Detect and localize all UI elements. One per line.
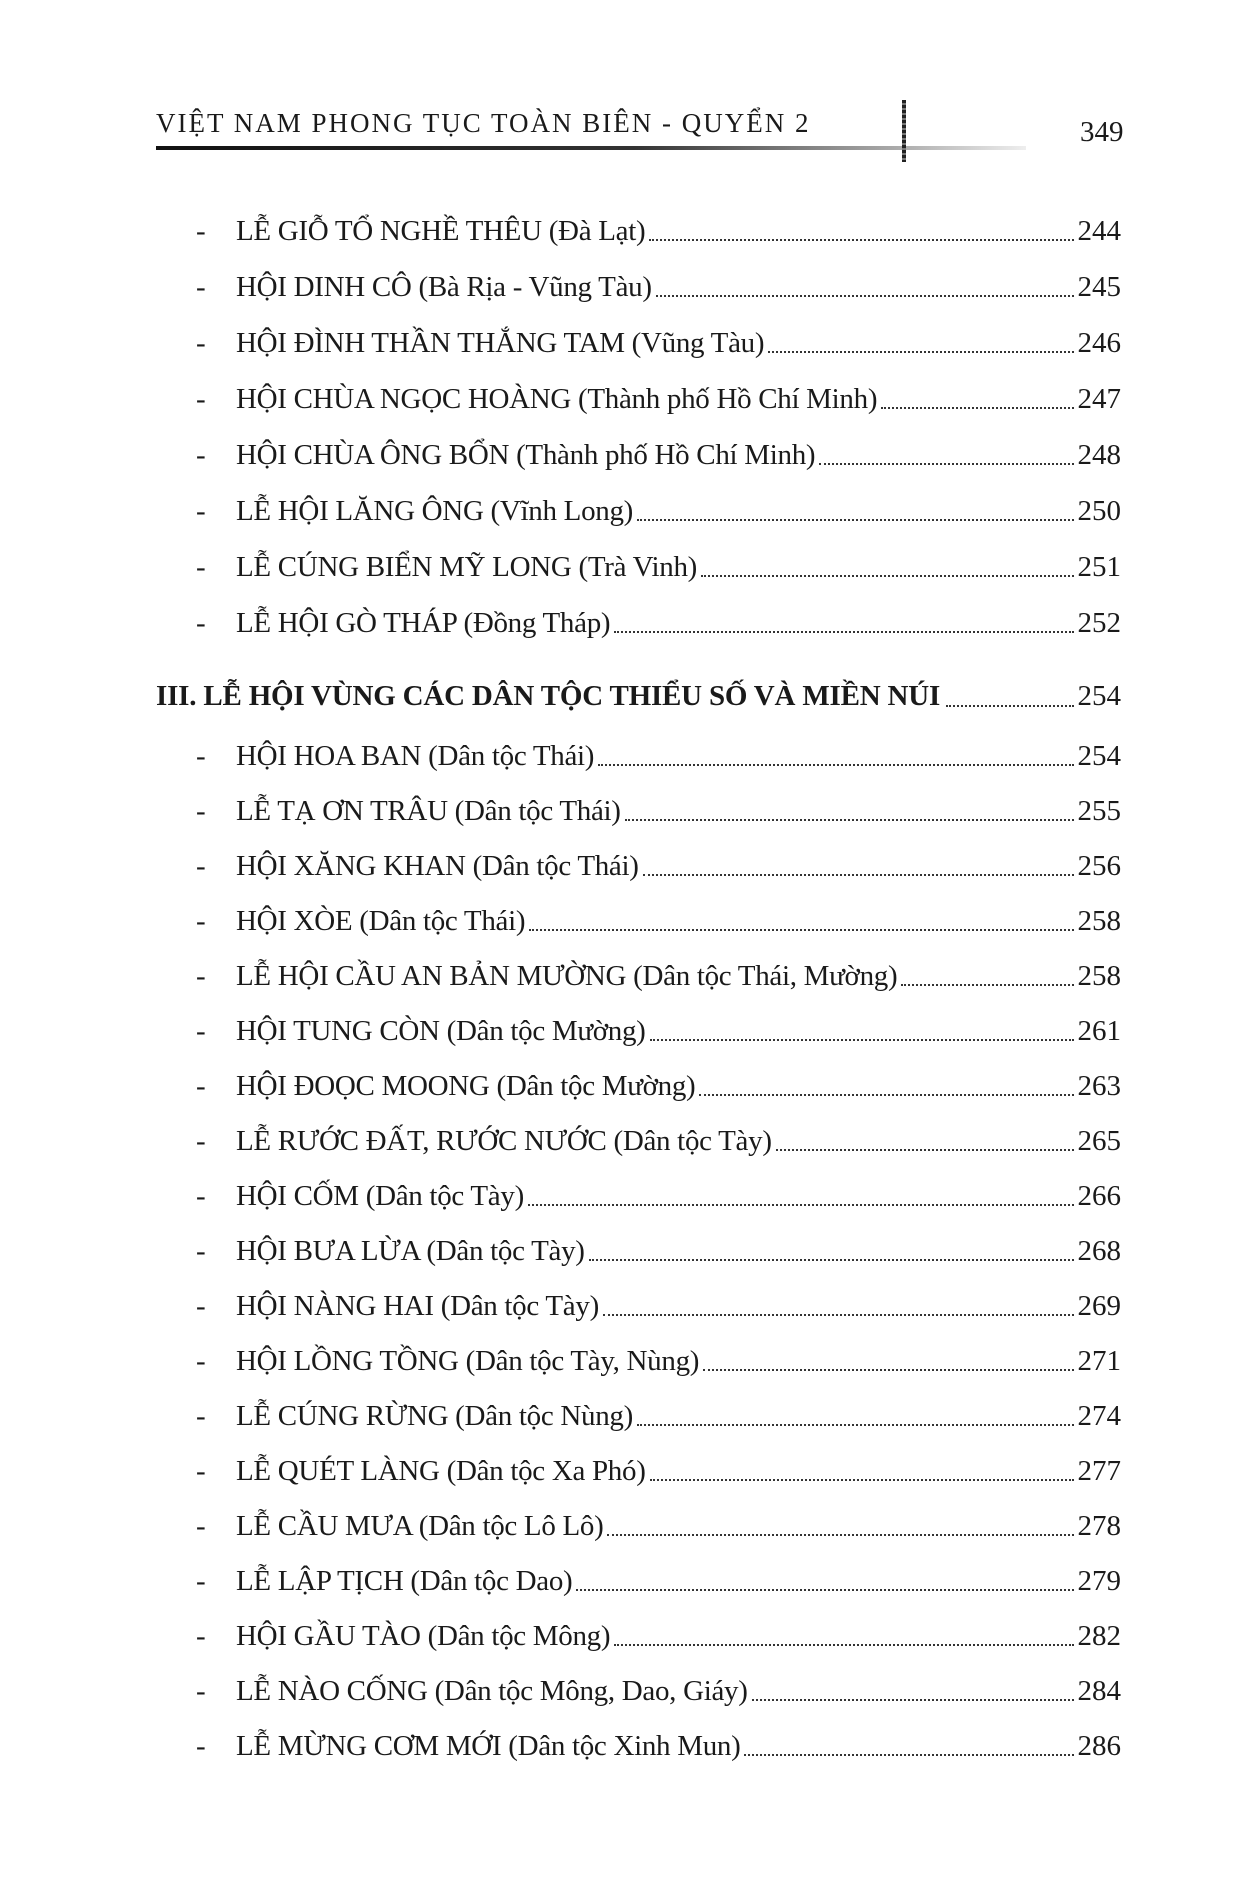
entry-title: HỘI XĂNG KHAN (Dân tộc Thái) [236,850,639,882]
toc-entry [196,1506,1121,1546]
entry-page: 271 [1077,1345,1121,1377]
entry-title: HỘI NÀNG HAI (Dân tộc Tày) [236,1290,599,1322]
entry-title: LỄ RƯỚC ĐẤT, RƯỚC NƯỚC (Dân tộc Tày) [236,1125,772,1157]
dot-leader [752,1699,1074,1701]
entry-page: 268 [1077,1235,1121,1267]
toc-entry [196,323,1121,363]
toc-entry [196,491,1121,531]
entry-dash: - [196,271,206,303]
page-number: 349 [1080,116,1124,148]
entry-page: 266 [1077,1180,1121,1212]
entry-title: LỄ NÀO CỐNG (Dân tộc Mông, Dao, Giáy) [236,1675,748,1707]
entry-title: LỄ HỘI CẦU AN BẢN MƯỜNG (Dân tộc Thái, Mường) [236,960,898,992]
entry-page: 278 [1077,1510,1121,1542]
entry-dash: - [196,1070,206,1102]
entry-title: HỘI CHÙA ÔNG BỔN (Thành phố Hồ Chí Minh) [236,439,816,471]
entry-title: HỘI CHÙA NGỌC HOÀNG (Thành phố Hồ Chí Minh) [236,383,878,415]
toc-entry [196,379,1121,419]
entry-dash: - [196,215,206,247]
dot-leader [637,519,1073,521]
entry-dash: - [196,1730,206,1762]
entry-dash: - [196,383,206,415]
entry-page: 246 [1077,327,1121,359]
entry-page: 255 [1077,795,1121,827]
entry-title: LỄ HỘI LĂNG ÔNG (Vĩnh Long) [236,495,634,527]
dot-leader [703,1369,1073,1371]
toc-entry [196,603,1121,643]
entry-page: 250 [1077,495,1121,527]
toc-section-heading [156,674,1121,718]
toc-entry [196,1231,1121,1271]
entry-page: 282 [1077,1620,1121,1652]
entry-title: HỘI HOA BAN (Dân tộc Thái) [236,740,595,772]
entry-dash: - [196,1180,206,1212]
entry-page: 258 [1077,905,1121,937]
entry-page: 263 [1077,1070,1121,1102]
toc-entry [196,1011,1121,1051]
dot-leader [589,1259,1074,1261]
dot-leader [598,764,1073,766]
dot-leader [699,1094,1073,1096]
entry-title: HỘI ĐÌNH THẦN THẮNG TAM (Vũng Tàu) [236,327,765,359]
entry-page: 258 [1077,960,1121,992]
toc-entry [196,956,1121,996]
entry-dash: - [196,795,206,827]
dot-leader [819,463,1073,465]
toc-entry [196,1726,1121,1766]
dot-leader [656,295,1074,297]
entry-title: HỘI ĐOỌC MOONG (Dân tộc Mường) [236,1070,696,1102]
entry-dash: - [196,495,206,527]
toc-entry [196,1121,1121,1161]
toc-entry [196,1176,1121,1216]
entry-dash: - [196,1015,206,1047]
toc-entry [196,435,1121,475]
entry-dash: - [196,1675,206,1707]
dot-leader [576,1589,1073,1591]
entry-title: HỘI TUNG CÒN (Dân tộc Mường) [236,1015,646,1047]
entry-dash: - [196,551,206,583]
section-page: 254 [1077,680,1121,712]
entry-page: 244 [1077,215,1121,247]
entry-dash: - [196,439,206,471]
dot-leader [643,874,1074,876]
entry-dash: - [196,1400,206,1432]
entry-page: 269 [1077,1290,1121,1322]
entry-page: 265 [1077,1125,1121,1157]
entry-title: LỄ CẦU MƯA (Dân tộc Lô Lô) [236,1510,604,1542]
entry-title: HỘI XÒE (Dân tộc Thái) [236,905,526,937]
toc-entry [196,791,1121,831]
toc-entry [196,1561,1121,1601]
dot-leader [650,1039,1074,1041]
dot-leader [701,575,1073,577]
entry-dash: - [196,1620,206,1652]
dot-leader [528,1204,1074,1206]
dot-leader [901,984,1073,986]
entry-page: 245 [1077,271,1121,303]
entry-page: 277 [1077,1455,1121,1487]
entry-page: 248 [1077,439,1121,471]
entry-title: HỘI CỐM (Dân tộc Tày) [236,1180,524,1212]
entry-dash: - [196,1125,206,1157]
entry-page: 247 [1077,383,1121,415]
toc-entry [196,1341,1121,1381]
entry-title: LỄ GIỖ TỔ NGHỀ THÊU (Đà Lạt) [236,215,646,247]
toc-entry [196,1286,1121,1326]
entry-title: LỄ TẠ ƠN TRÂU (Dân tộc Thái) [236,795,621,827]
dot-leader [881,407,1073,409]
entry-title: LỄ MỪNG CƠM MỚI (Dân tộc Xinh Mun) [236,1730,741,1762]
entry-dash: - [196,850,206,882]
entry-title: HỘI LỒNG TỒNG (Dân tộc Tày, Nùng) [236,1345,700,1377]
entry-dash: - [196,1345,206,1377]
entry-dash: - [196,327,206,359]
toc-entry [196,1451,1121,1491]
entry-page: 252 [1077,607,1121,639]
dot-leader [776,1149,1074,1151]
entry-title: LỄ CÚNG BIỂN MỸ LONG (Trà Vinh) [236,551,698,583]
entry-dash: - [196,1235,206,1267]
dot-leader [744,1754,1073,1756]
dot-leader [637,1424,1074,1426]
entry-title: LỄ HỘI GÒ THÁP (Đồng Tháp) [236,607,611,639]
toc-entry [196,1066,1121,1106]
entry-title: LỄ QUÉT LÀNG (Dân tộc Xa Phó) [236,1455,646,1487]
dot-leader [649,239,1073,241]
entry-dash: - [196,1565,206,1597]
entry-page: 254 [1077,740,1121,772]
toc-entry [196,211,1121,251]
entry-dash: - [196,1510,206,1542]
dot-leader [768,351,1073,353]
section-title: III. LỄ HỘI VÙNG CÁC DÂN TỘC THIỂU SỐ VÀ MIỀN NÚI [156,680,941,712]
dot-leader [529,929,1073,931]
entry-dash: - [196,740,206,772]
entry-title: LỄ LẬP TỊCH (Dân tộc Dao) [236,1565,573,1597]
toc-entry [196,901,1121,941]
dot-leader [650,1479,1074,1481]
dot-leader [614,1644,1073,1646]
entry-title: HỘI BƯA LỪA (Dân tộc Tày) [236,1235,585,1267]
entry-title: LỄ CÚNG RỪNG (Dân tộc Nùng) [236,1400,633,1432]
entry-page: 286 [1077,1730,1121,1762]
header-rule [156,146,1026,150]
toc-entry [196,846,1121,886]
entry-dash: - [196,1290,206,1322]
header-divider [902,100,906,162]
entry-dash: - [196,607,206,639]
entry-page: 279 [1077,1565,1121,1597]
dot-leader [614,631,1073,633]
entry-page: 251 [1077,551,1121,583]
toc-entry [196,547,1121,587]
toc-entry [196,1671,1121,1711]
dot-leader [625,819,1074,821]
toc-entry [196,736,1121,776]
toc-entry [196,267,1121,307]
entry-dash: - [196,1455,206,1487]
dot-leader [603,1314,1074,1316]
dot-leader [946,705,1073,707]
entry-page: 274 [1077,1400,1121,1432]
entry-page: 261 [1077,1015,1121,1047]
toc-entry [196,1396,1121,1436]
entry-dash: - [196,905,206,937]
entry-page: 256 [1077,850,1121,882]
entry-page: 284 [1077,1675,1121,1707]
entry-title: HỘI DINH CÔ (Bà Rịa - Vũng Tàu) [236,271,652,303]
entry-dash: - [196,960,206,992]
entry-title: HỘI GẦU TÀO (Dân tộc Mông) [236,1620,611,1652]
toc-entry [196,1616,1121,1656]
book-title: VIỆT NAM PHONG TỤC TOÀN BIÊN - QUYỂN 2 [156,108,811,138]
dot-leader [607,1534,1073,1536]
